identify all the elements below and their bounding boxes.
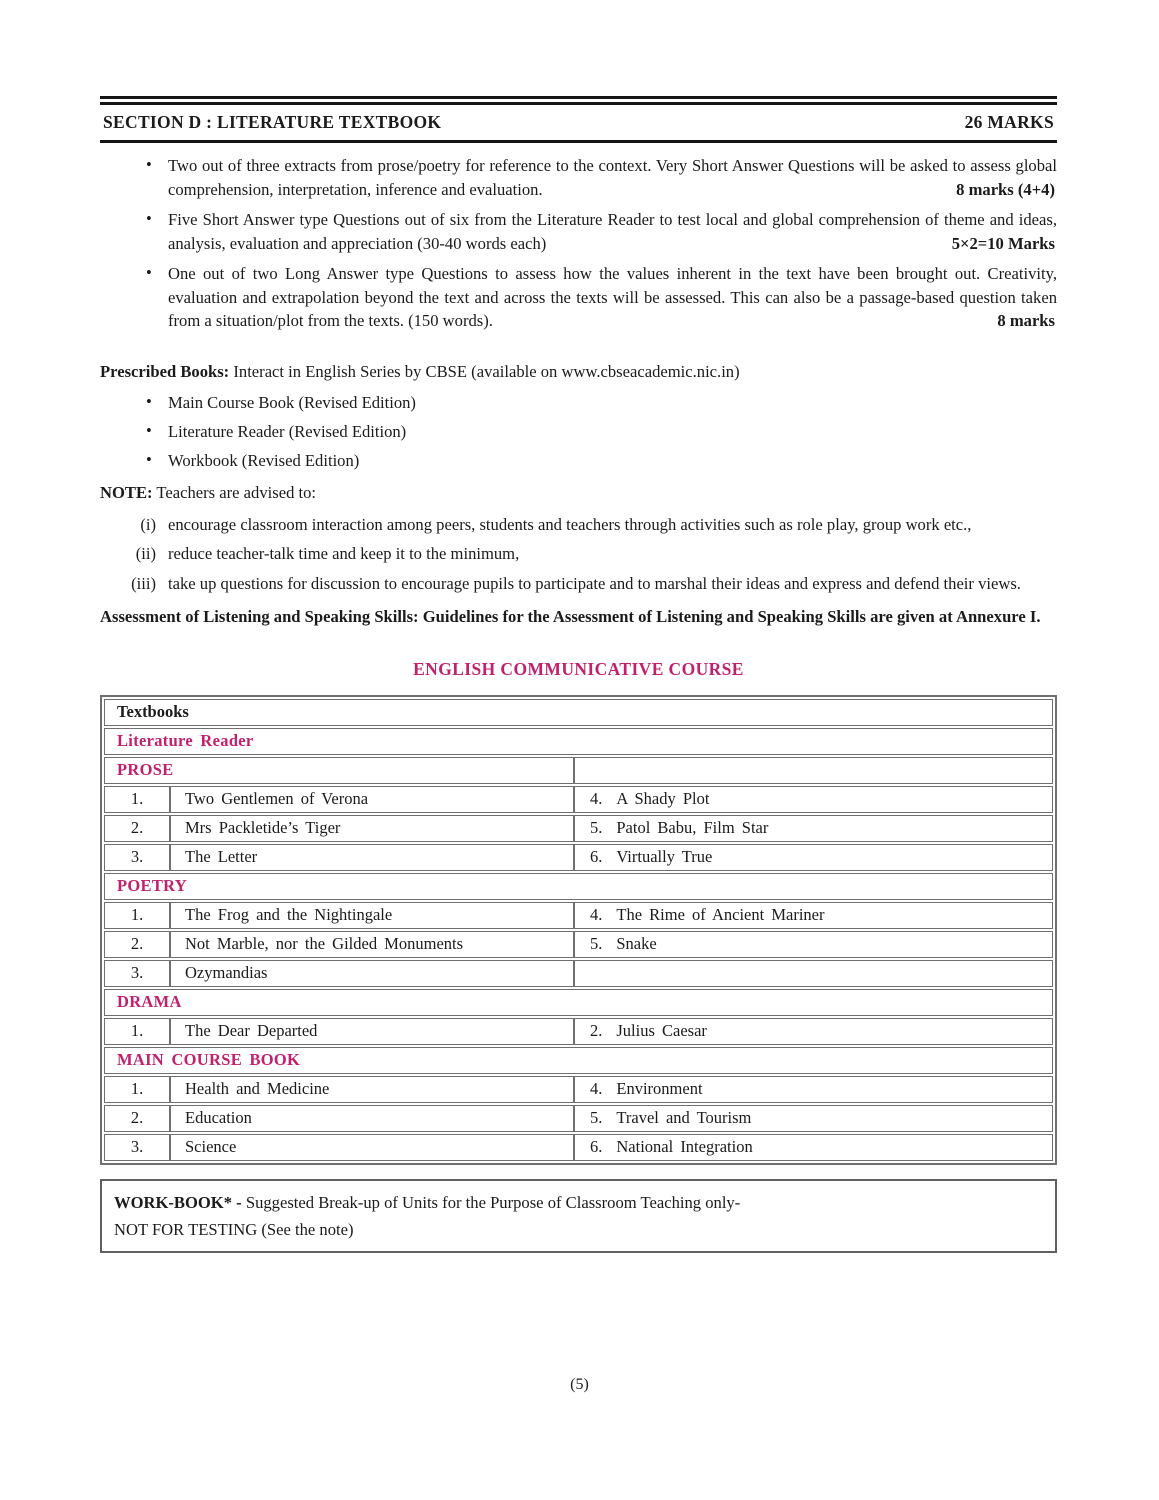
item-number: 1. — [105, 1077, 171, 1102]
item-number: 2. — [105, 932, 171, 957]
bullet-icon: • — [146, 155, 152, 174]
table-row — [104, 844, 1053, 871]
book-item — [100, 421, 1057, 443]
book-title: Workbook (Revised Edition) — [168, 451, 360, 470]
note-item-marker: (i) — [140, 514, 156, 534]
item-title: Ozymandias — [171, 961, 575, 986]
bullet-icon: • — [146, 392, 152, 411]
item-title: The Dear Departed — [171, 1019, 575, 1044]
item-number: 3. — [105, 961, 171, 986]
note-item — [100, 572, 1057, 596]
item-right — [575, 787, 1052, 812]
bullet-icon: • — [146, 450, 152, 469]
row-empty-cell — [575, 758, 1052, 783]
note-item-list — [100, 513, 1057, 596]
assessment-para: Assessment of Listening and Speaking Skills: Guidelines for the Assessment of Listening and Speaking Skills are given at Annexure I. — [100, 607, 1041, 626]
prescribed-books-label: Prescribed Books: — [100, 361, 230, 381]
note-para — [100, 481, 1057, 505]
workbook-note-line1 — [114, 1189, 1043, 1216]
table-row — [104, 873, 1053, 900]
prescribed-book-list — [100, 392, 1057, 472]
note-item-text: reduce teacher-talk time and keep it to the minimum, — [168, 544, 520, 563]
prescribed-books-text: Interact in English Series by CBSE (available on www.cbseacademic.nic.in) — [229, 361, 740, 381]
item-title: Two Gentlemen of Verona — [171, 787, 575, 812]
item-title: Not Marble, nor the Gilded Monuments — [171, 932, 575, 957]
header-rule — [100, 96, 1057, 143]
table-row — [104, 757, 1053, 784]
item-number: 3. — [105, 845, 171, 870]
item-number: 5. — [590, 1108, 603, 1127]
item-title: Travel and Tourism — [616, 1108, 752, 1127]
workbook-note-line2: NOT FOR TESTING (See the note) — [114, 1219, 354, 1239]
item-right — [575, 932, 1052, 957]
bullet-text: One out of two Long Answer type Questions to assess how the values inherent in the text have been brought out. Creativity, evaluation and extrapolation beyond the text and across the texts will be assessed. This can also be a passage-based question taken from a situation/plot from the texts. (150 words). — [168, 264, 1057, 330]
bullet-icon: • — [146, 263, 152, 282]
item-right — [575, 816, 1052, 841]
table-row — [104, 1134, 1053, 1161]
row-label: POETRY — [117, 876, 187, 895]
workbook-note-label: WORK-BOOK* - — [114, 1192, 242, 1212]
item-title: The Frog and the Nightingale — [171, 903, 575, 928]
item-title: Health and Medicine — [171, 1077, 575, 1102]
table-row — [104, 1018, 1053, 1045]
item-right — [575, 1019, 1052, 1044]
item-title: A Shady Plot — [616, 789, 710, 808]
table-row — [104, 960, 1053, 987]
item-number: 1. — [105, 1019, 171, 1044]
book-title: Literature Reader (Revised Edition) — [168, 422, 407, 441]
table-row — [104, 1076, 1053, 1103]
item-right — [575, 961, 1052, 986]
section-header — [100, 102, 1057, 143]
table-row — [104, 931, 1053, 958]
syllabus-bullet — [100, 154, 1057, 201]
row-label: MAIN COURSE BOOK — [117, 1050, 301, 1069]
item-number: 4. — [590, 1079, 603, 1098]
table-row — [104, 1105, 1053, 1132]
item-title: Julius Caesar — [616, 1021, 707, 1040]
prescribed-books-para — [100, 360, 1057, 384]
page-number: (5) — [570, 1376, 589, 1393]
table-row — [104, 786, 1053, 813]
item-right — [575, 1135, 1052, 1160]
item-number: 1. — [105, 903, 171, 928]
syllabus-bullet — [100, 262, 1057, 333]
page-content — [100, 96, 1057, 1253]
item-number: 5. — [590, 934, 603, 953]
bullet-text: Two out of three extracts from prose/poetry for reference to the context. Very Short Answer Questions will be asked to assess global comprehension, interpretation, inference and evaluation. — [168, 156, 1057, 199]
item-right — [575, 1077, 1052, 1102]
item-number: 1. — [105, 787, 171, 812]
bullet-marks: 5×2=10 Marks — [940, 232, 1055, 256]
book-title: Main Course Book (Revised Edition) — [168, 393, 416, 412]
table-row — [104, 902, 1053, 929]
item-right — [575, 1106, 1052, 1131]
table-row — [104, 1047, 1053, 1074]
item-title: Mrs Packletide’s Tiger — [171, 816, 575, 841]
note-item-text: take up questions for discussion to encourage pupils to participate and to marshal their ideas and express and defend their views. — [168, 573, 1021, 593]
item-number: 6. — [590, 847, 603, 866]
item-number: 4. — [590, 905, 603, 924]
note-item-text: encourage classroom interaction among peers, students and teachers through activities such as role play, group work etc., — [168, 514, 972, 534]
note-item-marker: (iii) — [131, 573, 156, 593]
item-number: 6. — [590, 1137, 603, 1156]
table-row — [104, 989, 1053, 1016]
syllabus-bullet — [100, 208, 1057, 255]
section-marks: 26 MARKS — [964, 112, 1054, 132]
syllabus-bullet-list — [100, 154, 1057, 333]
item-title: Snake — [616, 934, 657, 953]
item-title: National Integration — [616, 1137, 753, 1156]
row-label: DRAMA — [117, 992, 182, 1011]
item-title: The Rime of Ancient Mariner — [616, 905, 825, 924]
bullet-marks: 8 marks (4+4) — [944, 178, 1055, 202]
course-heading: ENGLISH COMMUNICATIVE COURSE — [413, 658, 744, 679]
row-label: Literature Reader — [117, 731, 254, 750]
section-title: SECTION D : LITERATURE TEXTBOOK — [103, 112, 442, 132]
item-title: Science — [171, 1135, 575, 1160]
row-label: Textbooks — [117, 702, 189, 721]
item-right — [575, 903, 1052, 928]
item-number: 2. — [590, 1021, 603, 1040]
item-title: Education — [171, 1106, 575, 1131]
item-number: 5. — [590, 818, 603, 837]
note-item-marker: (ii) — [135, 544, 156, 563]
note-item — [100, 542, 1057, 566]
item-number: 2. — [105, 816, 171, 841]
table-row — [104, 728, 1053, 755]
item-title: Virtually True — [616, 847, 713, 866]
item-right — [575, 845, 1052, 870]
item-number: 3. — [105, 1135, 171, 1160]
course-table — [100, 695, 1057, 1165]
workbook-note-rest: Suggested Break-up of Units for the Purpose of Classroom Teaching only- — [241, 1192, 741, 1212]
bullet-icon: • — [146, 209, 152, 228]
table-row — [104, 815, 1053, 842]
item-number: 4. — [590, 789, 603, 808]
row-label: PROSE — [105, 758, 575, 783]
item-title: Environment — [616, 1079, 703, 1098]
item-title: Patol Babu, Film Star — [616, 818, 769, 837]
item-number: 2. — [105, 1106, 171, 1131]
note-text: Teachers are advised to: — [152, 483, 317, 502]
bullet-text: Five Short Answer type Questions out of six from the Literature Reader to test local and global comprehension of theme and ideas, analysis, evaluation and appreciation (30-40 words each) — [168, 210, 1057, 253]
bullet-icon: • — [146, 421, 152, 440]
note-label: NOTE: — [100, 483, 153, 502]
book-item — [100, 450, 1057, 472]
book-item — [100, 392, 1057, 414]
table-row — [104, 699, 1053, 726]
workbook-note-box — [100, 1179, 1057, 1253]
bullet-marks: 8 marks — [985, 309, 1055, 333]
note-item — [100, 513, 1057, 537]
item-title: The Letter — [171, 845, 575, 870]
